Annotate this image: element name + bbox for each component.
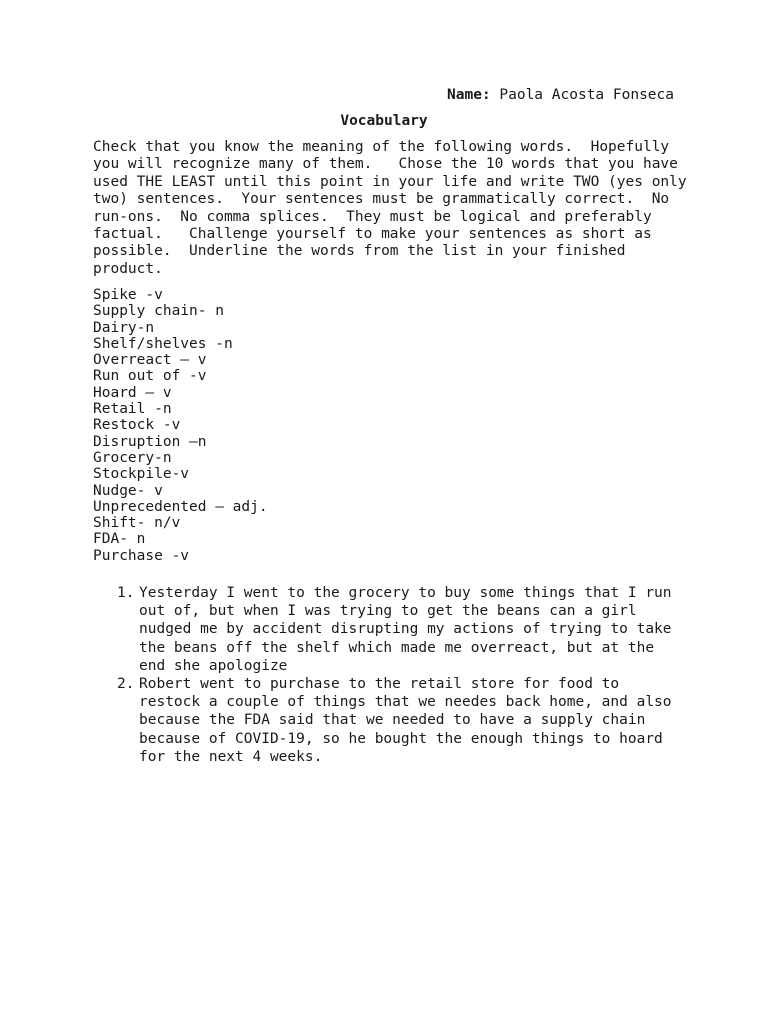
vocabulary-list — [93, 287, 268, 564]
vocab-item: Supply chain- n — [93, 303, 224, 320]
sentence-text: Robert went to purchase to the retail store for food to restock a couple of things that we needes back home, and also because the FDA said that we needed to have a supply chain because of COVID-19, so he bought the enough things to hoard for the next 4 weeks. — [139, 676, 672, 765]
sentence-item — [93, 675, 673, 766]
sentence-number: 2. — [117, 676, 135, 693]
vocab-item: Hoard – v — [93, 384, 172, 401]
instructions-paragraph: Check that you know the meaning of the following words. Hopefully you will recognize many of them. Chose the 10 words that you have used THE LEAST until this point in your life and write TWO (yes only two) sentences. Your sentences must be grammatically correct. No run-ons. No comma splices. They must be logical and preferably factual. Challenge yourself to make your sentences as short as possible. Underline the words from the list in your finished product. — [93, 139, 687, 277]
name-label: Name: — [447, 87, 491, 103]
sentence-item — [93, 584, 673, 675]
sentence-number: 1. — [117, 585, 135, 601]
student-name: Paola Acosta Fonseca — [499, 87, 674, 103]
vocab-item: FDA- n — [93, 531, 146, 548]
document-title: Vocabulary — [340, 113, 428, 129]
vocab-item: Stockpile-v — [93, 466, 190, 483]
vocab-item: Purchase -v — [93, 547, 190, 564]
vocab-item: Retail -n — [93, 401, 172, 418]
vocab-item: Run out of -v — [93, 368, 207, 385]
vocab-item: Unprecedented – adj. — [93, 498, 268, 515]
sentence-text: Yesterday I went to the grocery to buy some things that I run out of, but when I was trying to get the beans can a girl nudged me by accident disrupting my actions of trying to take the beans off the shelf which made me overreact, but at the end she apologize — [139, 585, 672, 674]
vocab-item: Nudge- v — [93, 482, 163, 499]
vocab-item: Shift- n/v — [93, 515, 181, 532]
vocab-item: Spike -v — [93, 287, 163, 303]
vocab-item: Shelf/shelves -n — [93, 335, 233, 352]
vocab-item: Dairy-n — [93, 319, 155, 336]
vocab-item: Overreact – v — [93, 352, 207, 369]
vocab-item: Disruption –n — [93, 433, 207, 450]
sentence-list — [93, 584, 673, 766]
vocab-item: Restock -v — [93, 417, 181, 434]
vocab-item: Grocery-n — [93, 449, 172, 466]
student-name-line — [447, 86, 674, 105]
